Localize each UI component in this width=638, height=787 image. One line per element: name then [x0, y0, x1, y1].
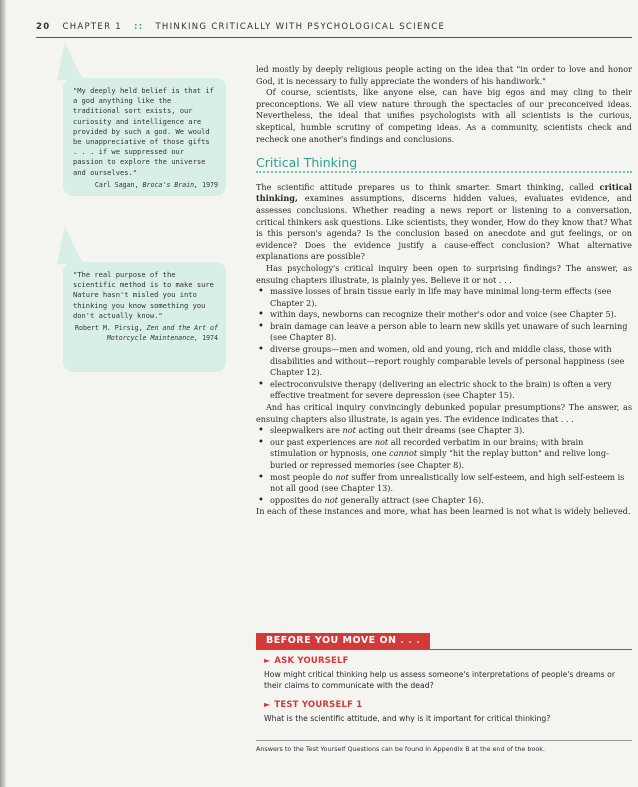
chapter-label: CHAPTER 1 — [62, 22, 122, 32]
list-item: • massive losses of brain tissue early in life may have minimal long-term effects (see Chapter 2). — [256, 286, 632, 309]
triangle-arrow-icon: ► — [264, 700, 271, 709]
intro-paragraph-1: led mostly by deeply religious people acting on the idea that "in order to love and honor God, it is necessary to fully appreciate the wonders of his handiwork." — [256, 64, 632, 86]
list-item: • our past experiences are not all recorded verbatim in our brains; with brain stimulation or hypnosis, one cannot simply "hit the replay button" and relive long-buried or repressed memories (see Chapter 8). — [256, 437, 632, 472]
ask-yourself-heading: ► ASK YOURSELF — [264, 656, 349, 666]
section-paragraph-4: In each of these instances and more, what has been learned is not what is widely believed. — [256, 506, 631, 517]
quote-year: 1974 — [202, 334, 218, 343]
section-paragraph-3: And has critical inquiry convincingly debunked popular presumptions? The answer, as ensuing chapters also illustrate, is again yes. The evidence indicates that . . . — [256, 402, 632, 424]
quote-source: Zen and the Art of Motorcycle Maintenance, — [106, 324, 218, 343]
section-paragraph-2: Has psychology's critical inquiry been open to surprising findings? The answer, as ensuing chapters illustrate, is plainly yes. Believe it or not . . . — [256, 262, 632, 285]
section-paragraph-1: The scientific attitude prepares us to think smarter. Smart thinking, called critical thinking, examines assumptions, discerns hidden values, evaluates evidence, and assesses conclusions. Whether reading a news report or listening to a conversation, critical thinkers ask questions. Like scientists, they wonder, How do they know that? What is this person's agenda? Is the conclusion based on anecdote and gut feelings, or on evidence? Does the evidence justify a cause-effect conclusion? What alternative explanations are possible? — [256, 181, 632, 262]
list-item: • most people do not suffer from unrealistically low self-esteem, and high self-esteem is not all good (see Chapter 13). — [256, 472, 632, 495]
quote-author: Robert M. Pirsig, — [75, 324, 143, 333]
header-separator: :: — [134, 22, 144, 32]
review-box-body — [264, 655, 626, 732]
surprising-findings-list — [256, 286, 632, 402]
chapter-title: THINKING CRITICALLY WITH PSYCHOLOGICAL SCIENCE — [155, 22, 446, 32]
quote-year: 1979 — [202, 180, 218, 189]
sidebar-quote-sagan — [63, 78, 226, 196]
debunked-presumptions-list — [256, 425, 632, 506]
triangle-arrow-icon: ► — [264, 656, 271, 665]
list-item: • sleepwalkers are not acting out their dreams (see Chapter 3). — [256, 425, 632, 437]
list-item: • diverse groups—men and women, old and young, rich and middle class, those with disabilities and without—report roughly comparable levels of personal happiness (see Chapter 12). — [256, 344, 632, 379]
quote-text: "The real purpose of the scientific method is to make sure Nature hasn't misled you into thinking you know something you don't actually know." — [73, 270, 214, 320]
review-box-tab: BEFORE YOU MOVE ON . . . — [256, 633, 430, 649]
ask-yourself-text: How might critical thinking help us assess someone's interpretations of people's dreams or their claims to communicate with the dead? — [264, 670, 615, 690]
review-box-footnote: Answers to the Test Yourself Questions can be found in Appendix B at the end of the book. — [256, 740, 632, 753]
section-dotted-rule — [256, 171, 632, 176]
intro-paragraph-2: Of course, scientists, like anyone else, can have big egos and may cling to their preconceptions. We all view nature through the spectacles of our preconceived ideas. Nevertheless, the ideal that unifies psychologists with all scientists is the curious, skeptical, humble scrutiny of competing ideas. As a community, scientists check and recheck one another's findings and conclusions. — [256, 87, 632, 144]
test-yourself-text: What is the scientific attitude, and why is it important for critical thinking? — [264, 714, 551, 723]
header-rule — [36, 37, 632, 38]
quote-source: Broca's Brain, — [142, 180, 199, 189]
review-box — [256, 633, 632, 775]
test-yourself-heading: ► TEST YOURSELF 1 — [264, 700, 363, 710]
page-number: 20 — [36, 22, 51, 32]
section-title: Critical Thinking — [256, 155, 358, 171]
main-column — [256, 64, 632, 518]
list-item: • brain damage can leave a person able to learn new skills yet unaware of such learning (see Chapter 8). — [256, 321, 632, 344]
running-header — [36, 22, 632, 38]
quote-author: Carl Sagan, — [94, 180, 139, 189]
list-item: • electroconvulsive therapy (delivering an electric shock to the brain) is often a very effective treatment for severe depression (see Chapter 15). — [256, 379, 632, 402]
review-box-rule — [256, 649, 632, 650]
quote-attribution — [73, 180, 218, 190]
list-item: • within days, newborns can recognize their mother's odor and voice (see Chapter 5). — [256, 309, 632, 321]
list-item: • opposites do not generally attract (see Chapter 16). — [256, 495, 632, 507]
page-binding-shadow — [0, 0, 6, 787]
quote-text: "My deeply held belief is that if a god anything like the traditional sort exists, our curiosity and intelligence are provided by such a god. We would be unappreciative of those gifts . . . if we suppressed our passion to explore the universe and ourselves." — [73, 86, 214, 177]
sidebar-quote-pirsig — [63, 262, 226, 372]
quote-attribution — [73, 323, 218, 343]
key-term: critical thinking, — [256, 181, 632, 204]
